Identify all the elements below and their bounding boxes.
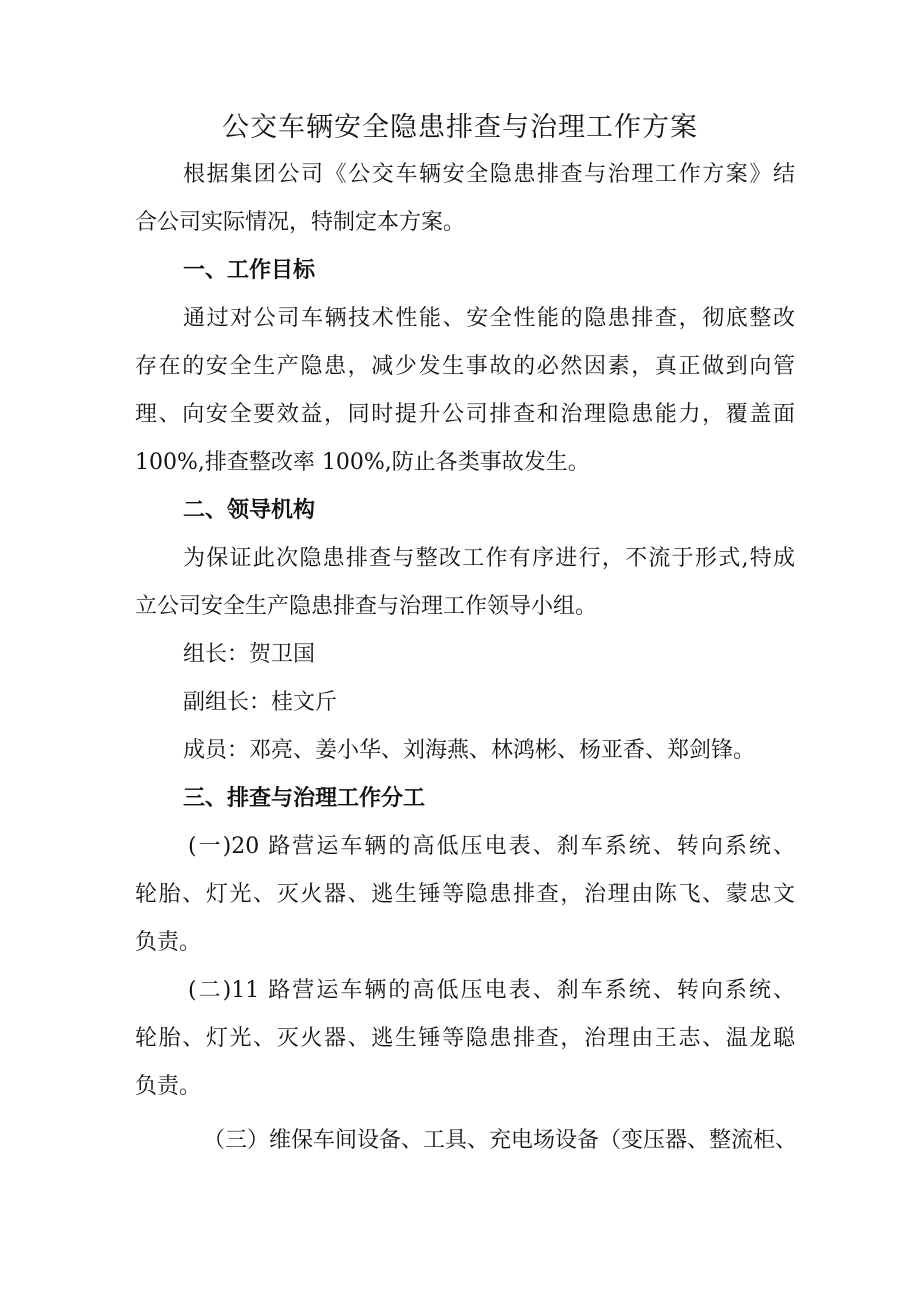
item1-line-3: 负责。 [135,930,202,955]
item2-line-2: 轮胎、灯光、灭火器、逃生锤等隐患排查，治理由王志、温龙聪 [135,1026,795,1051]
item2-line-1: (二)11 路营运车辆的高低压电表、刹车系统、转向系统、 [188,978,795,1003]
goals-line-2: 存在的安全生产隐患，减少发生事故的必然因素，真正做到向管 [135,354,795,379]
document-title: 公交车辆安全隐患排查与治理工作方案 [222,112,698,143]
intro-line-1: 根据集团公司《公交车辆安全隐患排查与治理工作方案》结 [183,162,795,187]
item3-line-1: （三）维保车间设备、工具、充电场设备（变压器、整流柜、 [203,1128,798,1153]
section-heading-goals: 一、工作目标 [183,258,316,283]
intro-line-2: 合公司实际情况，特制定本方案。 [135,210,466,235]
section-heading-leadership: 二、领导机构 [183,498,316,523]
leadership-line-2: 立公司安全生产隐患排查与治理工作领导小组。 [135,594,598,619]
leadership-line-1: 为保证此次隐患排查与整改工作有序进行，不流于形式,特成 [183,546,795,571]
deputy-line: 副组长：桂文斤 [183,690,338,715]
goals-line-4: 100%,排查整改率 100%,防止各类事故发生。 [135,450,590,475]
goals-line-1: 通过对公司车辆技术性能、安全性能的隐患排查，彻底整改 [183,306,795,331]
item1-line-1: (一)20 路营运车辆的高低压电表、刹车系统、转向系统、 [188,834,795,859]
section-heading-division: 三、排查与治理工作分工 [183,786,426,811]
item2-line-3: 负责。 [135,1074,202,1099]
members-line: 成员：邓亮、姜小华、刘海燕、林鸿彬、杨亚香、郑剑锋。 [183,738,756,763]
leader-line: 组长：贺卫国 [183,642,316,667]
item1-line-2: 轮胎、灯光、灭火器、逃生锤等隐患排查，治理由陈飞、蒙忠文 [135,882,795,907]
goals-line-3: 理、向安全要效益，同时提升公司排查和治理隐患能力，覆盖面 [135,402,795,427]
